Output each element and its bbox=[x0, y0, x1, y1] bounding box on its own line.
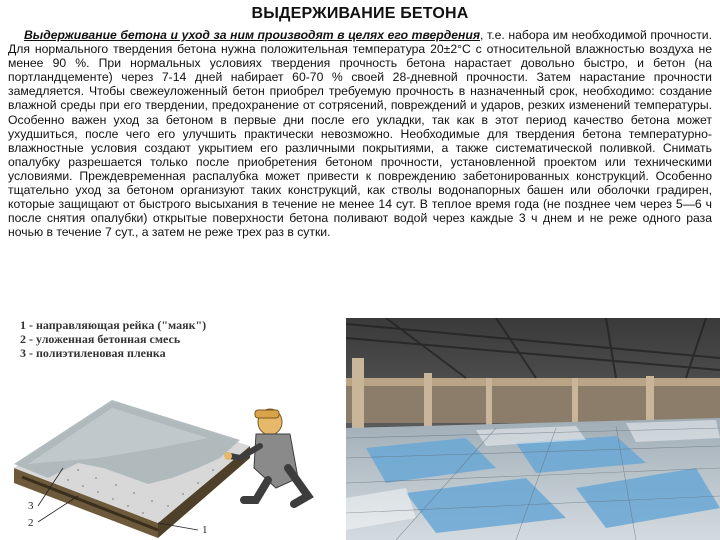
callout-1: 1 bbox=[202, 524, 208, 536]
curing-diagram bbox=[8, 318, 340, 540]
callout-2: 2 bbox=[28, 517, 34, 529]
callout-3: 3 bbox=[28, 500, 34, 512]
legend-item-2: 2 - уложенная бетонная смесь bbox=[20, 332, 181, 346]
lead-phrase: Выдерживание бетона и уход за ним производят в целях его твердения bbox=[24, 28, 481, 42]
worker-figure bbox=[224, 409, 308, 504]
legend-item-3: 3 - полиэтиленовая пленка bbox=[20, 346, 166, 360]
site-photo bbox=[346, 318, 720, 540]
page-title: ВЫДЕРЖИВАНИЕ БЕТОНА bbox=[251, 5, 469, 22]
slab-illustration bbox=[8, 318, 340, 540]
legend-item-1: 1 - направляющая рейка ("маяк") bbox=[20, 318, 207, 332]
body-text: , т.е. набора им необходимой прочности. Для нормального твердения бетона нужна положительная температура 20±2°С с относительной влажностью воздуха не менее 90 %. При нормальных условиях твердения прочность бетона нарастает довольно быстро, и бетон (на портландцементе) через 7-14 дней набирает 60-70 % своей 28-дневной прочности. Затем нарастание прочности замедляется. Чтобы свежеуложенный бетон приобрел требуемую прочность в назначенный срок, необходимо: создание влажной среды при его твердении, предохранение от сотрясений, повреждений и ударов, резких изменений температуры. Особенно важен уход за бетоном в первые дни после его укладки, так как в этот период качество бетона может ухудшиться, после чего его улучшить практически невозможно. Необходимые для твердения бетона температурно-влажностные условия создают укрытием его различными покрытиями, а также систематической поливкой. Снимать опалубку разрешается только после приобретения бетоном прочности, установленной проектом или техническими условиями. Преждевременная распалубка может привести к повреждению забетонированных конструкций. Особенно тщательно уход за бетоном организуют таких конструкций, как стволы водонапорных башен или оболочки градирен, которые защищают от быстрого высыхания в течение не менее 14 сут. В теплое время года (не позднее чем через 5—6 ч после снятия опалубки) открытые поверхности бетона поливают водой через каждые 3 ч днем и не реже одного раза ночью в течение 7 сут., а затем не реже трех раз в сутки. bbox=[8, 28, 712, 240]
body-paragraph bbox=[8, 28, 712, 239]
warehouse-photo-illustration bbox=[346, 318, 720, 540]
